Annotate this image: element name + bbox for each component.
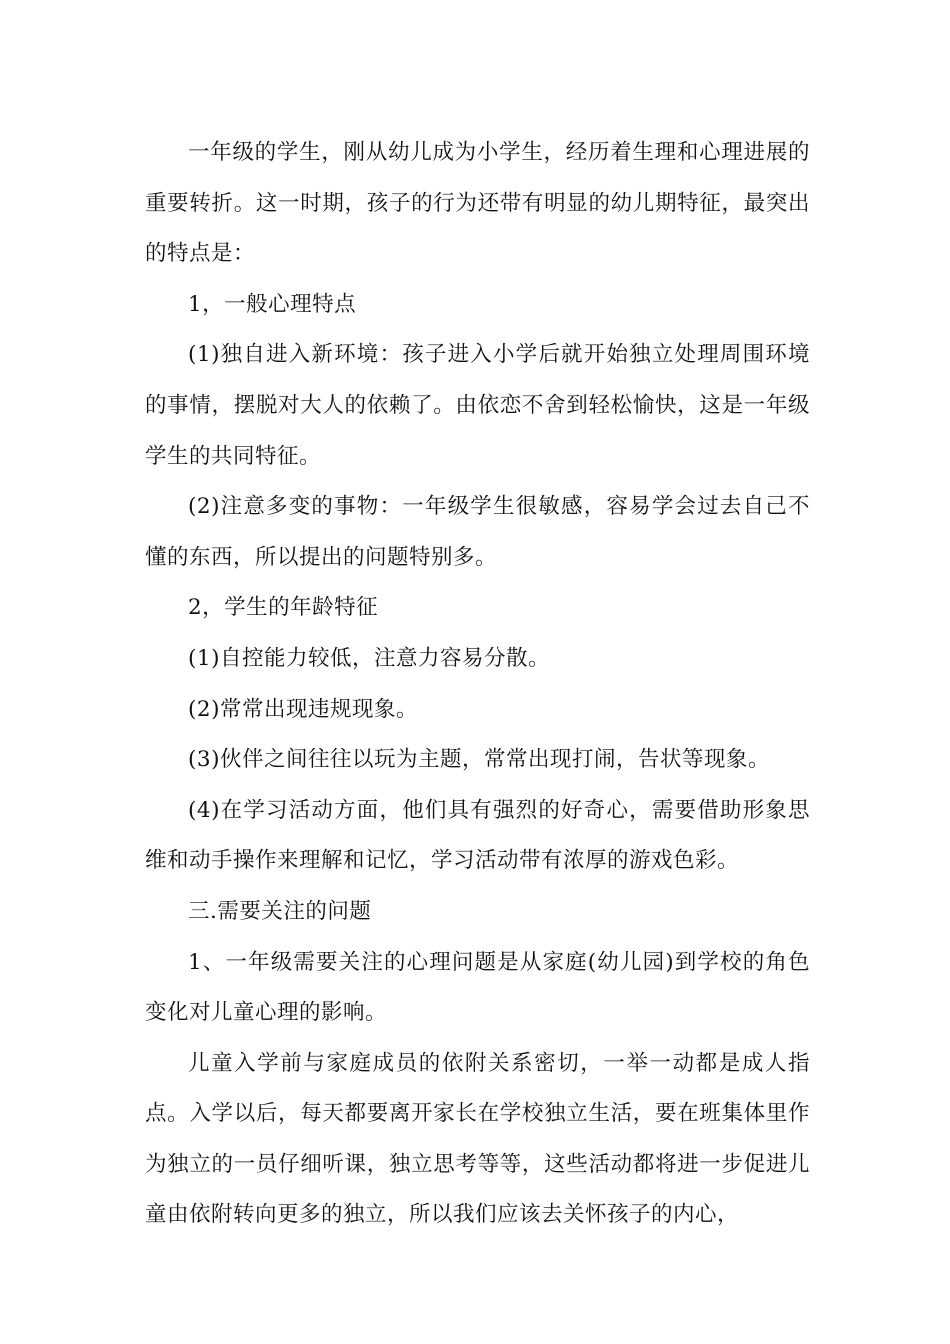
paragraph-new-environment: (1)独自进入新环境：孩子进入小学后就开始独立处理周围环境的事情，摆脱对大人的依赖了。由依恋不舍到轻松愉快，这是一年级学生的共同特征。 <box>145 342 810 469</box>
paragraph-dependence-independence: 儿童入学前与家庭成员的依附关系密切，一举一动都是成人指点。入学以后，每天都要离开家长在学校独立生活，要在班集体里作为独立的一员仔细听课，独立思考等等，这些活动都将进一步促进儿童由依附转向更多的独立，所以我们应该去关怀孩子的内心， <box>145 1050 810 1228</box>
paragraph-changing-things: (2)注意多变的事物：一年级学生很敏感，容易学会过去自己不懂的东西，所以提出的问题特别多。 <box>145 494 810 570</box>
heading-age-characteristics: 2，学生的年龄特征 <box>188 595 379 621</box>
list-item-rule-violations: (2)常常出现违规现象。 <box>188 696 418 722</box>
paragraph-intro: 一年级的学生，刚从幼儿成为小学生，经历着生理和心理进展的重要转折。这一时期，孩子的行为还带有明显的幼儿期特征，最突出的特点是： <box>145 140 810 267</box>
document-body <box>145 128 810 1241</box>
list-item-peer-play: (3)伙伴之间往往以玩为主题，常常出现打闹，告状等现象。 <box>188 747 770 773</box>
heading-issues-of-concern: 三.需要关注的问题 <box>188 898 372 924</box>
list-item-self-control: (1)自控能力较低，注意力容易分散。 <box>188 645 550 671</box>
paragraph-role-change: 1、一年级需要关注的心理问题是从家庭(幼儿园)到学校的角色变化对儿童心理的影响。 <box>145 949 810 1026</box>
heading-general-psychology: 1，一般心理特点 <box>188 291 357 317</box>
list-item-learning-activities: (4)在学习活动方面，他们具有强烈的好奇心，需要借助形象思维和动手操作来理解和记忆，学习活动带有浓厚的游戏色彩。 <box>145 797 810 874</box>
